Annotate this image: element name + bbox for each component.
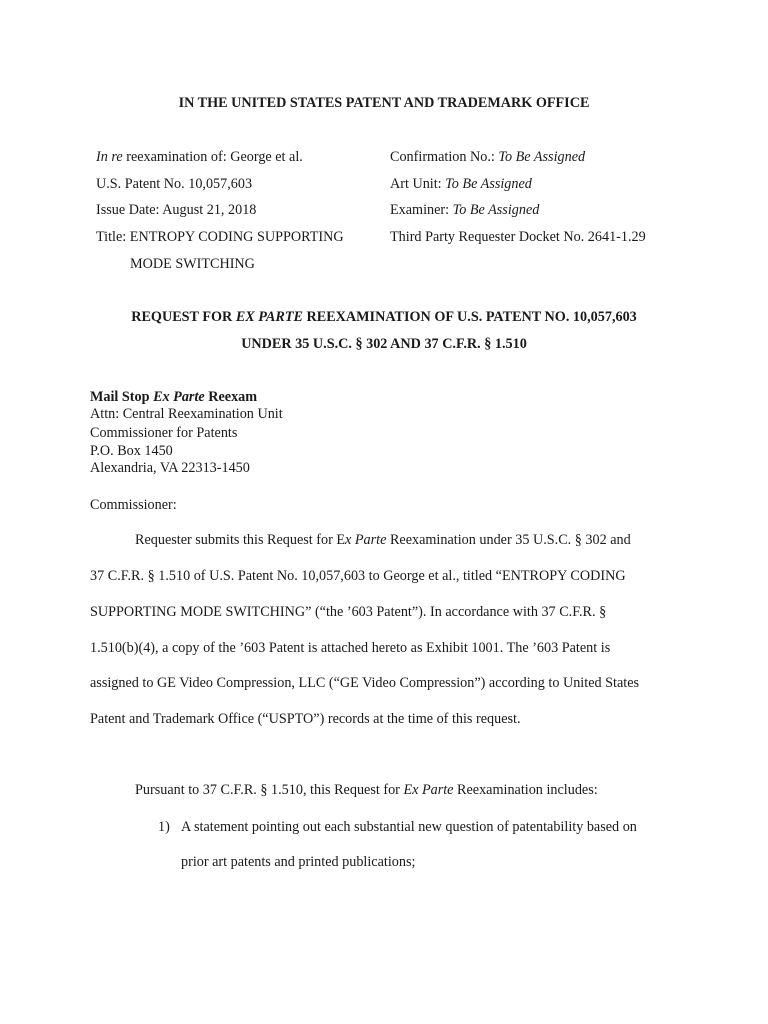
- docket-number: Third Party Requester Docket No. 2641-1.29: [390, 229, 646, 245]
- list-item-line-1: A statement pointing out each substantial new question of patentability based on: [181, 819, 637, 835]
- list-item-number: 1): [158, 819, 170, 835]
- paragraph-2: Pursuant to 37 C.F.R. § 1.510, this Request for Ex Parte Reexamination includes:: [135, 782, 598, 798]
- paragraph-1-line-1: Requester submits this Request for Ex Parte Reexamination under 35 U.S.C. § 302 and: [135, 532, 631, 548]
- request-title-line-2: UNDER 35 U.S.C. § 302 AND 37 C.F.R. § 1.510: [241, 336, 527, 352]
- issue-date: Issue Date: August 21, 2018: [96, 202, 257, 218]
- address-line: P.O. Box 1450: [90, 443, 173, 459]
- paragraph-1-line-4: 1.510(b)(4), a copy of the ’603 Patent is attached hereto as Exhibit 1001. The ’603 Patent is: [90, 640, 611, 656]
- in-re-line: In re reexamination of: George et al.: [96, 149, 303, 165]
- paragraph-1-line-2: 37 C.F.R. § 1.510 of U.S. Patent No. 10,057,603 to George et al., titled “ENTROPY CODING: [90, 568, 626, 584]
- confirmation-number: Confirmation No.: To Be Assigned: [390, 149, 586, 165]
- patent-title-line-2: MODE SWITCHING: [130, 256, 255, 272]
- request-title-line-1: REQUEST FOR EX PARTE REEXAMINATION OF U.S. PATENT NO. 10,057,603: [131, 309, 637, 325]
- paragraph-1-line-6: Patent and Trademark Office (“USPTO”) records at the time of this request.: [90, 711, 521, 727]
- patent-number: U.S. Patent No. 10,057,603: [96, 176, 253, 192]
- address-line: Alexandria, VA 22313-1450: [90, 460, 250, 476]
- mail-stop: Mail Stop Ex Parte Reexam: [90, 389, 258, 405]
- list-item-line-2: prior art patents and printed publications;: [181, 854, 416, 870]
- salutation: Commissioner:: [90, 497, 177, 513]
- art-unit: Art Unit: To Be Assigned: [390, 176, 532, 192]
- examiner: Examiner: To Be Assigned: [390, 202, 540, 218]
- paragraph-1-line-5: assigned to GE Video Compression, LLC (“GE Video Compression”) according to United States: [90, 675, 640, 691]
- patent-title-line-1: Title: ENTROPY CODING SUPPORTING: [96, 229, 344, 245]
- address-line: Attn: Central Reexamination Unit: [90, 406, 283, 422]
- office-heading: IN THE UNITED STATES PATENT AND TRADEMARK OFFICE: [178, 95, 590, 111]
- paragraph-1-line-3: SUPPORTING MODE SWITCHING” (“the ’603 Patent”). In accordance with 37 C.F.R. §: [90, 604, 607, 620]
- address-line: Commissioner for Patents: [90, 425, 238, 441]
